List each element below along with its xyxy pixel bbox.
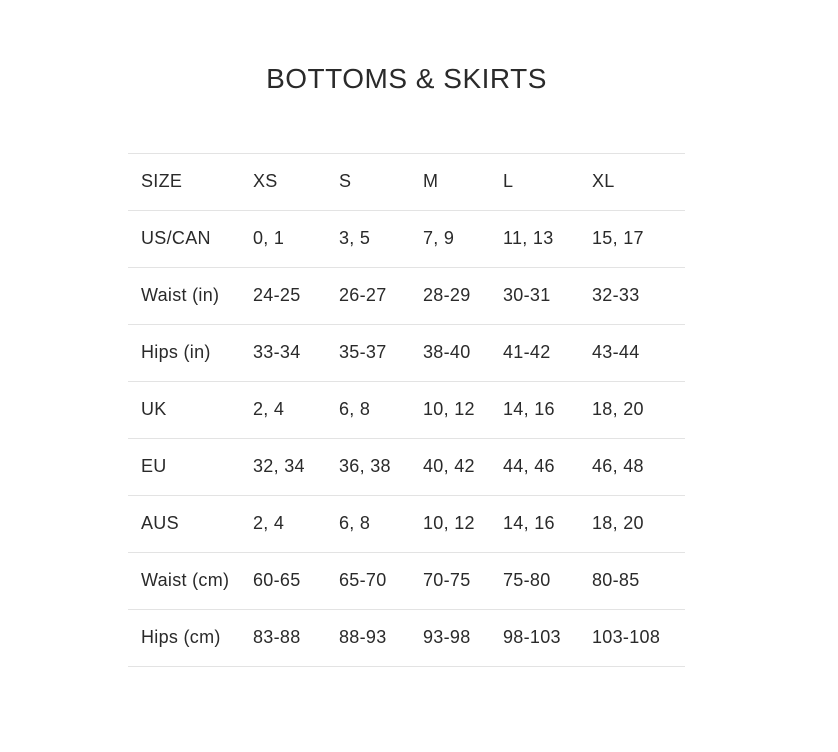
table-cell: 80-85 [592,570,640,591]
table-header-row [128,153,685,210]
table-cell: 33-34 [253,342,301,363]
table-row-waist-cm [128,552,685,609]
page-title: BOTTOMS & SKIRTS [266,63,547,94]
table-cell: 32, 34 [253,456,305,477]
table-cell: 14, 16 [503,513,555,534]
table-row-eu [128,438,685,495]
size-guide [128,0,685,667]
table-cell: 26-27 [339,285,387,306]
table-cell: 24-25 [253,285,301,306]
table-cell: 44, 46 [503,456,555,477]
table-cell: 98-103 [503,627,561,648]
row-label: UK [141,399,167,420]
row-label: Waist (cm) [141,570,230,591]
table-cell: 46, 48 [592,456,644,477]
table-cell: 41-42 [503,342,551,363]
column-header-m: M [423,171,439,192]
table-cell: 2, 4 [253,513,285,534]
table-cell: 38-40 [423,342,471,363]
table-row-aus [128,495,685,552]
table-cell: 3, 5 [339,228,371,249]
column-header-size: SIZE [141,171,183,192]
table-cell: 43-44 [592,342,640,363]
table-cell: 28-29 [423,285,471,306]
column-header-xl: XL [592,171,615,192]
table-row-hips-cm [128,609,685,666]
table-cell: 70-75 [423,570,471,591]
table-cell: 10, 12 [423,513,475,534]
table-cell: 2, 4 [253,399,285,420]
table-cell: 0, 1 [253,228,285,249]
column-header-l: L [503,171,514,192]
table-row-waist-in [128,267,685,324]
table-cell: 7, 9 [423,228,455,249]
column-header-s: S [339,171,352,192]
row-label: EU [141,456,167,477]
table-cell: 18, 20 [592,513,644,534]
table-cell: 14, 16 [503,399,555,420]
table-cell: 15, 17 [592,228,644,249]
table-cell: 103-108 [592,627,661,648]
table-cell: 93-98 [423,627,471,648]
table-cell: 36, 38 [339,456,391,477]
table-cell: 40, 42 [423,456,475,477]
table-cell: 18, 20 [592,399,644,420]
table-cell: 6, 8 [339,513,371,534]
table-cell: 30-31 [503,285,551,306]
table-cell: 10, 12 [423,399,475,420]
table-cell: 35-37 [339,342,387,363]
table-cell: 65-70 [339,570,387,591]
row-label: AUS [141,513,179,534]
table-cell: 83-88 [253,627,301,648]
row-label: US/CAN [141,228,211,249]
table-cell: 11, 13 [503,228,554,249]
row-label: Hips (cm) [141,627,221,648]
table-cell: 32-33 [592,285,640,306]
table-cell: 6, 8 [339,399,371,420]
row-label: Waist (in) [141,285,220,306]
table-cell: 75-80 [503,570,551,591]
table-row-uk [128,381,685,438]
row-label: Hips (in) [141,342,211,363]
table-row-hips-in [128,324,685,381]
table-row-us-can [128,210,685,267]
column-header-xs: XS [253,171,278,192]
table-cell: 88-93 [339,627,387,648]
table-cell: 60-65 [253,570,301,591]
size-chart-table [128,153,685,667]
